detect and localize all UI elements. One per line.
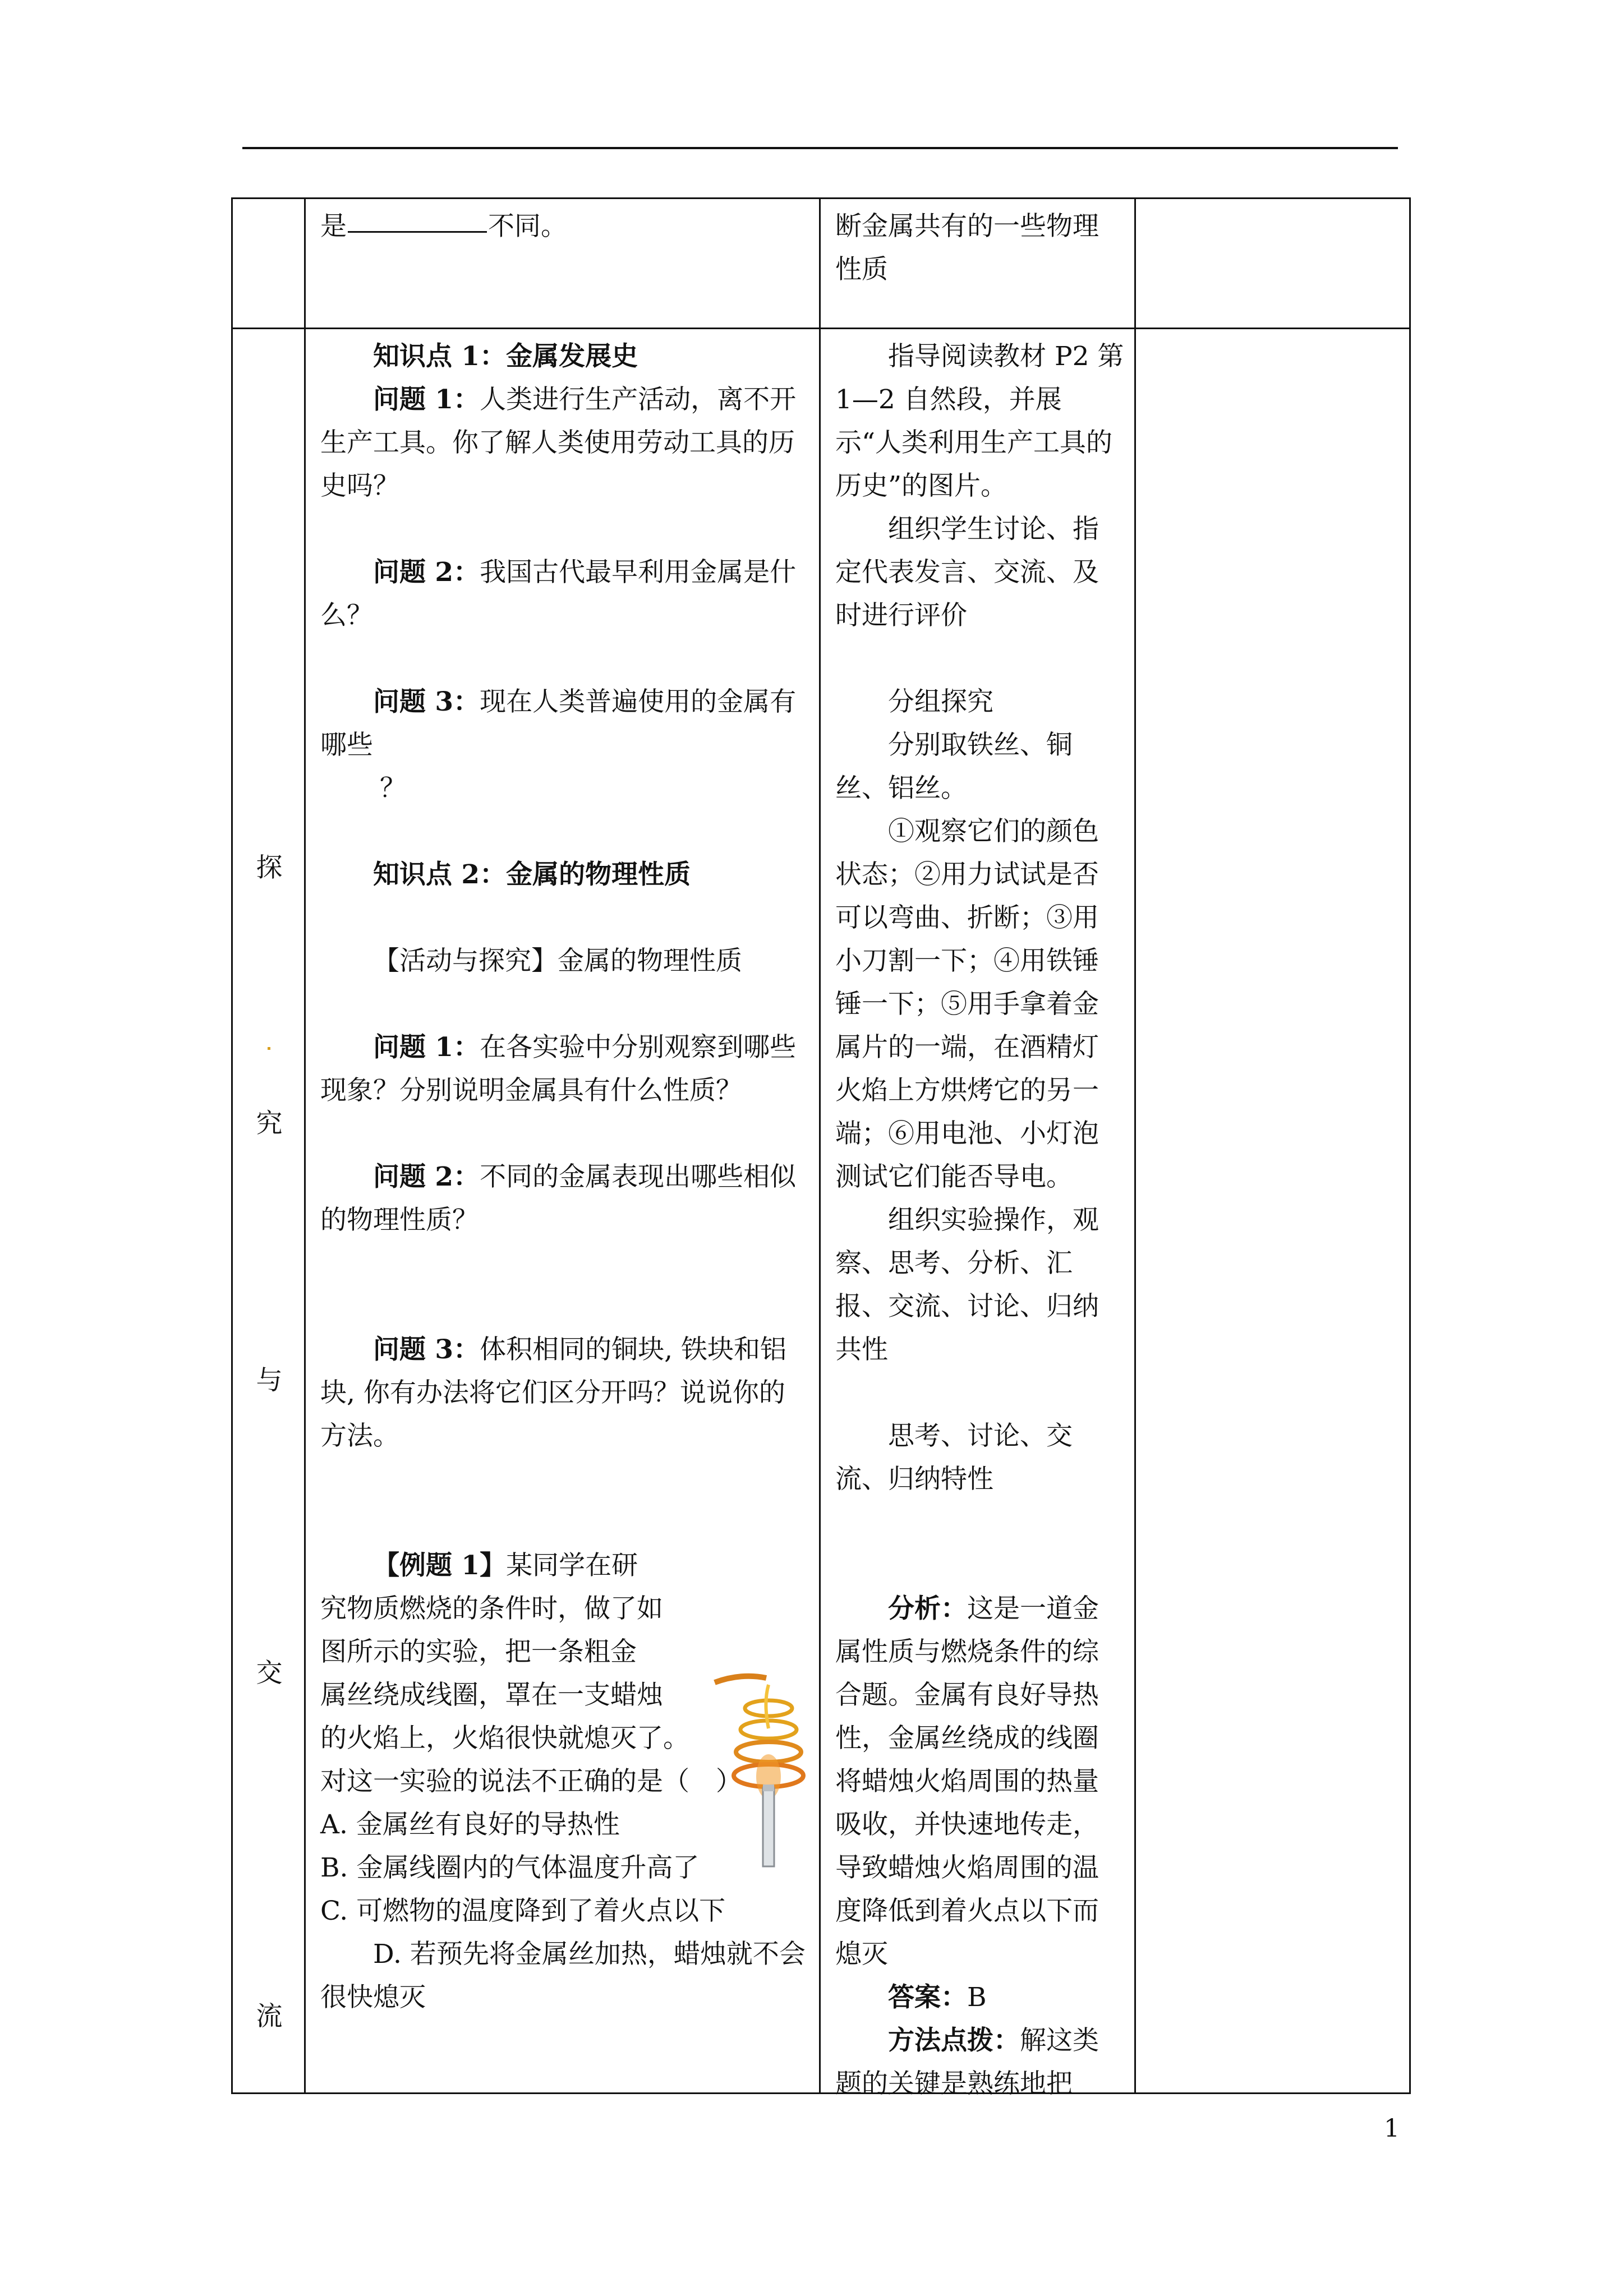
- experiment-text: 组织实验操作，观察、思考、分析、汇报、交流、讨论、归纳共性: [835, 1205, 1099, 1365]
- question-5: 问题 2：不同的金属表现出哪些相似的物理性质？: [320, 1161, 797, 1235]
- notes-cell: [1135, 329, 1410, 2094]
- example-line: 图所示的实验，把一条粗金: [320, 1636, 637, 1667]
- question-6: 问题 3：体积相同的铜块, 铁块和铝块, 你有办法将它们区分开吗？说说你的方法。: [320, 1334, 786, 1451]
- middle-cell-top: [305, 199, 820, 329]
- question-2: 问题 2：我国古代最早利用金属是什么？: [320, 557, 797, 631]
- analysis-text: 分析：这是一道金属性质与燃烧条件的综合题。金属有良好导热性，金属丝绕成的线圈将蜡烛火焰周围的热量吸收，并快速地传走，导致蜡烛火焰周围的温度降低到着火点以下而熄灭: [835, 1593, 1099, 1970]
- group-text: 分组探究: [888, 686, 993, 717]
- side-label-char: 探: [256, 852, 283, 883]
- fill-text-before: 是: [320, 211, 347, 242]
- page-number: 1: [1384, 2114, 1400, 2143]
- organize-text: 组织学生讨论、指定代表发言、交流、及时进行评价: [835, 514, 1099, 631]
- option-d: D. 若预先将金属丝加热，蜡烛就不会很快熄灭: [320, 1939, 806, 2013]
- table-row: [232, 329, 1410, 2094]
- option-c: C. 可燃物的温度降到了着火点以下: [320, 1896, 726, 1926]
- example-line: 【例题 1】某同学在研: [373, 1550, 638, 1581]
- example-line: 的火焰上，火焰很快就熄灭了。: [320, 1723, 689, 1754]
- table-row: [232, 199, 1410, 329]
- side-cell: [232, 329, 305, 2094]
- side-label-char: 交: [256, 1658, 283, 1689]
- think-text: 思考、讨论、交流、归纳特性: [835, 1421, 1073, 1495]
- side-label-char: 与: [256, 1365, 283, 1396]
- question-1: 问题 1：人类进行生产活动，离不开生产工具。你了解人类使用劳动工具的历史吗？: [320, 384, 797, 501]
- method-text: 方法点拨：解这类题的关键是熟练地把: [835, 2025, 1099, 2099]
- speck-mark: [268, 1047, 270, 1050]
- question-3: 问题 3：现在人类普遍使用的金属有哪些: [320, 686, 797, 760]
- coil-candle-figure: [710, 1672, 811, 1874]
- steps-text: ①观察它们的颜色状态；②用力试试是否可以弯曲、折断；③用小刀割一下；④用铁锤锤一下；⑤用手拿着金属片的一端，在酒精灯火焰上方烘烤它的另一端；⑥用电池、小灯泡测试它们能否导电。: [835, 816, 1099, 1192]
- side-cell-top: [232, 199, 305, 329]
- teacher-activity-cell: [820, 329, 1135, 2099]
- answer-text: 答案：B: [888, 1982, 987, 2013]
- lesson-table: [231, 197, 1411, 2099]
- question-4: 问题 1：在各实验中分别观察到哪些现象？分别说明金属具有什么性质？: [320, 1032, 797, 1106]
- student-activity-cell: [305, 329, 820, 2094]
- option-b: B. 金属线圈内的气体温度升高了: [320, 1852, 700, 1883]
- option-a: A. 金属丝有良好的导热性: [320, 1809, 620, 1840]
- activity-heading: 【活动与探究】金属的物理性质: [373, 946, 742, 976]
- notes-cell-top: [1135, 199, 1410, 329]
- example-line: 属丝绕成线圈，罩在一支蜡烛: [320, 1680, 663, 1711]
- header-rule: [242, 147, 1398, 149]
- guide-text: 指导阅读教材 P2 第 1—2 自然段，并展示“人类利用生产工具的历史”的图片。: [835, 341, 1124, 501]
- right-cell-top: [820, 199, 1135, 329]
- side-label-char: 究: [256, 1108, 283, 1139]
- example-line: 对这一实验的说法不正确的是（ ）: [320, 1766, 742, 1797]
- example-line: 究物质燃烧的条件时，做了如: [320, 1593, 663, 1624]
- take-text: 分别取铁丝、铜丝、铝丝。: [835, 730, 1073, 804]
- knowledge-point-2-title: 知识点 2：金属的物理性质: [373, 859, 691, 890]
- knowledge-point-1-title: 知识点 1：金属发展史: [373, 341, 638, 372]
- teacher-activity-text: 断金属共有的一些物理性质: [835, 211, 1099, 285]
- fill-blank: [348, 230, 487, 233]
- question-3-tail: ？: [380, 773, 406, 804]
- side-label-char: 流: [256, 2001, 283, 2032]
- fill-text-after: 不同。: [488, 211, 567, 242]
